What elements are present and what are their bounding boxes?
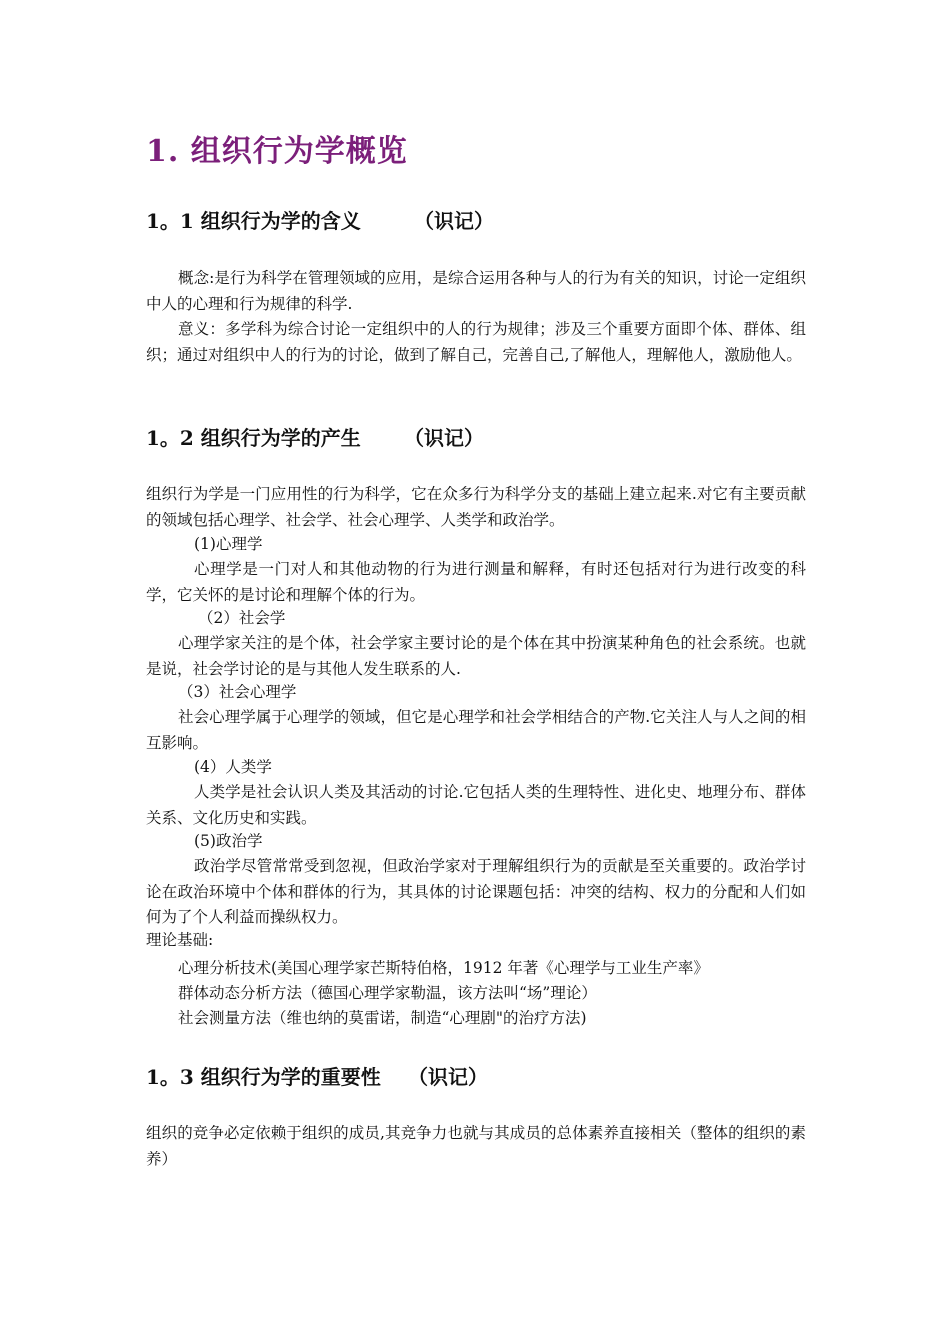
section-heading-tag: （识记）	[414, 209, 494, 233]
item-text-social-psychology: 社会心理学属于心理学的领域，但它是心理学和社会学相结合的产物.它关注人与人之间的相互影响。	[146, 708, 806, 752]
section-heading-tag: （识记）	[408, 1065, 488, 1089]
paragraph-importance: 组织的竞争必定依赖于组织的成员,其竞争力也就与其成员的总体素养直接相关（整体的组织的素养）	[146, 1124, 806, 1168]
item-text-political-science: 政治学尽管常常受到忽视，但政治学家对于理解组织行为的贡献是至关重要的。政治学讨论在政治环境中个体和群体的行为，其具体的讨论课题包括：冲突的结构、权力的分配和人们如何为了个人利益而操纵权力。	[146, 857, 806, 926]
section-heading-1-3	[146, 1062, 488, 1092]
item-label-political-science: (5)政治学	[194, 832, 263, 850]
chapter-title: 1. 组织行为学概览	[146, 134, 408, 169]
section-heading-1-2	[146, 423, 484, 453]
paragraph-intro: 组织行为学是一门应用性的行为科学，它在众多行为科学分支的基础上建立起来.对它有主要贡献的领域包括心理学、社会学、社会心理学、人类学和政治学。	[146, 485, 806, 529]
theory-item: 心理分析技术(美国心理学家芒斯特伯格，1912 年著《心理学与工业生产率》	[178, 959, 709, 977]
item-label-sociology: （2）社会学	[198, 609, 286, 627]
section-heading-text: 1。1 组织行为学的含义	[146, 209, 361, 233]
item-text-sociology: 心理学家关注的是个体，社会学家主要讨论的是个体在其中扮演某种角色的社会系统。也就是说，社会学讨论的是与其他人发生联系的人.	[146, 634, 806, 678]
section-heading-tag: （识记）	[404, 426, 484, 450]
paragraph-concept: 概念:是行为科学在管理领域的应用，是综合运用各种与人的行为有关的知识，讨论一定组织中人的心理和行为规律的科学.	[146, 269, 806, 313]
item-label-psychology: (1)心理学	[194, 535, 263, 553]
item-label-social-psychology: （3）社会心理学	[178, 683, 297, 701]
section-heading-text: 1。3 组织行为学的重要性	[146, 1065, 381, 1089]
section-heading-text: 1。2 组织行为学的产生	[146, 426, 361, 450]
theory-item: 群体动态分析方法（德国心理学家勒温，该方法叫“场”理论）	[178, 984, 597, 1002]
item-label-anthropology: (4）人类学	[194, 758, 272, 776]
item-text-psychology: 心理学是一门对人和其他动物的行为进行测量和解释，有时还包括对行为进行改变的科学，它关怀的是讨论和理解个体的行为。	[146, 560, 806, 604]
paragraph-significance: 意义：多学科为综合讨论一定组织中的人的行为规律；涉及三个重要方面即个体、群体、组织；通过对组织中人的行为的讨论，做到了解自己，完善自己,了解他人，理解他人，激励他人。	[146, 320, 806, 364]
theory-item: 社会测量方法（维也纳的莫雷诺，制造“心理剧"的治疗方法)	[178, 1009, 587, 1027]
theory-label: 理论基础:	[146, 931, 214, 949]
section-heading-1-1	[146, 206, 494, 236]
item-text-anthropology: 人类学是社会认识人类及其活动的讨论.它包括人类的生理特性、进化史、地理分布、群体关系、文化历史和实践。	[146, 783, 806, 827]
